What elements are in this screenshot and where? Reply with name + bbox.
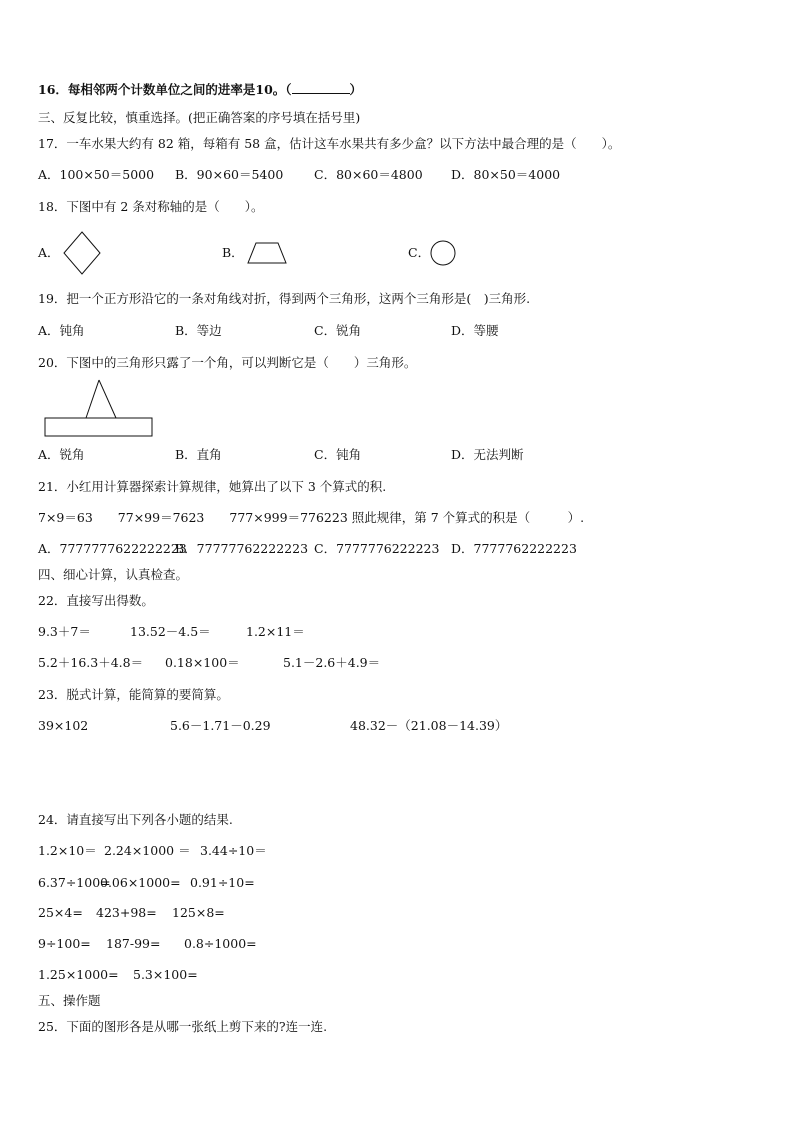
section-4-title: 四、细心计算，认真检查。 [38, 567, 189, 582]
question-20-stem: 20．下图中的三角形只露了一个角，可以判断它是（ ）三角形。 [38, 355, 417, 370]
q22-item: 9.3＋7＝ [38, 624, 91, 639]
question-16 [38, 82, 362, 98]
q23-item: 39×102 [38, 718, 89, 733]
trapezoid-figure [246, 242, 288, 264]
q24-item: 6.37÷100= [38, 875, 111, 890]
question-23-stem: 23．脱式计算，能简算的要简算。 [38, 687, 229, 702]
q19-option-c[interactable]: C．锐角 [314, 323, 362, 338]
q22-item: 13.52－4.5＝ [130, 624, 211, 639]
q19-option-a[interactable]: A．钝角 [38, 323, 85, 338]
q17-option-a[interactable]: A．100×50＝5000 [38, 167, 155, 182]
q22-item: 1.2×11＝ [246, 624, 305, 639]
q24-item: 5.3×100= [133, 967, 198, 982]
q24-item: 1.2×10＝ [38, 843, 97, 858]
q18-option-c[interactable]: C． [408, 245, 431, 260]
q24-item: 9÷100= [38, 936, 91, 951]
question-17-stem: 17．一车水果大约有 82 箱，每箱有 58 盒，估计这车水果共有多少盒？以下方法中最合理的是（ ）。 [38, 136, 621, 151]
q24-item: 25×4= [38, 905, 83, 920]
question-18-stem: 18．下图中有 2 条对称轴的是（ ）。 [38, 199, 264, 214]
q24-item: 0.8÷1000= [184, 936, 257, 951]
section-5-title: 五、操作题 [38, 993, 101, 1008]
q19-option-d[interactable]: D．等腰 [451, 323, 499, 338]
q20-option-c[interactable]: C．钝角 [314, 447, 362, 462]
q16-close: ） [349, 82, 363, 97]
q21-option-b[interactable]: B．77777762222223 [175, 541, 309, 556]
q24-item: 423+98= [96, 905, 157, 920]
q18-option-b[interactable]: B． [222, 245, 244, 260]
rhombus-figure [62, 231, 102, 275]
q20-option-a[interactable]: A．锐角 [38, 447, 85, 462]
q22-item: 5.2＋16.3＋4.8＝ [38, 655, 144, 670]
q21-option-c[interactable]: C．7777776222223 [314, 541, 440, 556]
q24-item: 0.91÷10= [190, 875, 255, 890]
q21-pattern-line: 7×9＝63 77×99＝7623 777×999＝776223 照此规律，第 7 个算式的积是（ ）. [38, 510, 585, 525]
q23-item: 5.6－1.71－0.29 [170, 718, 271, 733]
q24-item: 187-99= [106, 936, 161, 951]
q17-option-b[interactable]: B．90×60＝5400 [175, 167, 284, 182]
hidden-triangle-figure [44, 378, 154, 438]
q16-text: 16．每相邻两个计数单位之间的进率是10。（ [38, 82, 292, 97]
question-21-stem: 21．小红用计算器探索计算规律，她算出了以下 3 个算式的积. [38, 479, 387, 494]
q20-option-d[interactable]: D．无法判断 [451, 447, 524, 462]
circle-figure [430, 240, 456, 266]
question-22-stem: 22．直接写出得数。 [38, 593, 154, 608]
q19-option-b[interactable]: B．等边 [175, 323, 222, 338]
question-24-stem: 24．请直接写出下列各小题的结果. [38, 812, 233, 827]
q21-option-a[interactable]: A．7777777622222223 [38, 541, 187, 556]
q24-item: 125×8= [172, 905, 225, 920]
q24-item: 2.24×1000 ＝ [104, 843, 191, 858]
q16-answer-blank[interactable] [292, 82, 350, 94]
q24-item: 0.06×1000= [100, 875, 181, 890]
q20-option-b[interactable]: B．直角 [175, 447, 222, 462]
q24-item: 3.44÷10＝ [200, 843, 267, 858]
section-3-title: 三、反复比较，慎重选择。(把正确答案的序号填在括号里) [38, 110, 361, 125]
question-25-stem: 25．下面的图形各是从哪一张纸上剪下来的?连一连. [38, 1019, 328, 1034]
q21-option-d[interactable]: D．7777762222223 [451, 541, 577, 556]
q23-item: 48.32－（21.08－14.39） [350, 718, 508, 733]
q22-item: 5.1－2.6＋4.9＝ [283, 655, 381, 670]
q17-option-c[interactable]: C．80×60＝4800 [314, 167, 423, 182]
q18-option-a[interactable]: A． [38, 245, 60, 260]
q24-item: 1.25×1000= [38, 967, 119, 982]
q22-item: 0.18×100＝ [165, 655, 240, 670]
question-19-stem: 19．把一个正方形沿它的一条对角线对折，得到两个三角形，这两个三角形是( )三角形. [38, 291, 531, 306]
q17-option-d[interactable]: D．80×50＝4000 [451, 167, 561, 182]
